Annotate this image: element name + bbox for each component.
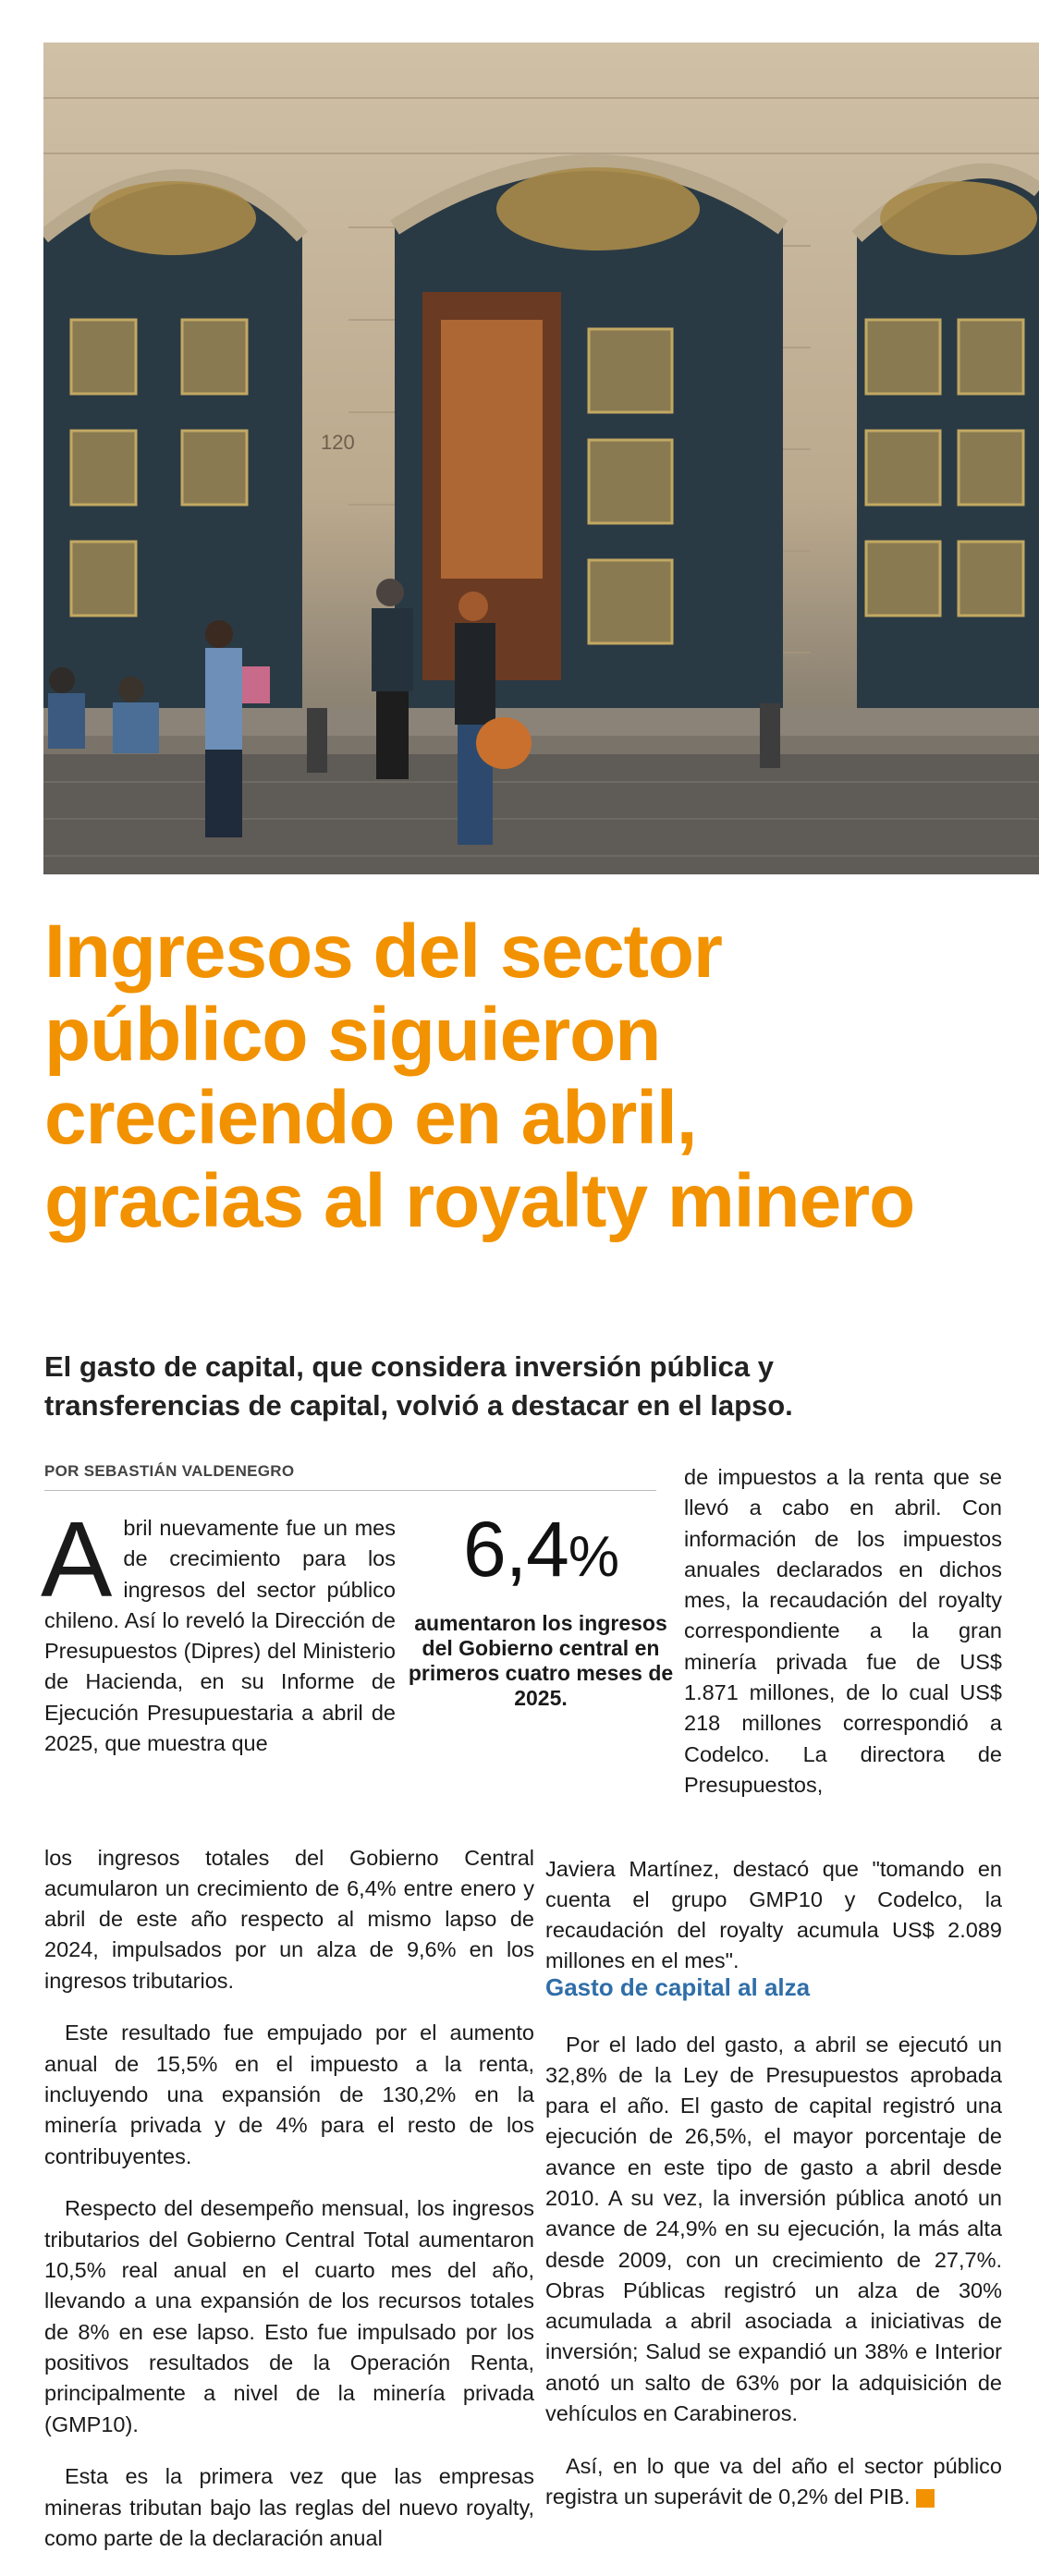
highlight-value-wrap bbox=[407, 1505, 675, 1602]
paragraph: Este resultado fue empujado por el aumento anual de 15,5% en el impuesto a la renta, incluyendo una expansión de 130,2% en la minería privada y de 4% para el resto de los contribuyentes. bbox=[44, 2021, 534, 2168]
drop-cap: A bbox=[41, 1499, 113, 1619]
body-column-left bbox=[44, 1821, 534, 2576]
highlight-value: 6,4 bbox=[463, 1506, 568, 1593]
article-subtitle bbox=[44, 1348, 1006, 1425]
paragraph: Respecto del desempeño mensual, los ingresos tributarios del Gobierno Central Total aumentaron 10,5% real anual en el cuarto mes del año, llevando a una expansión de los recursos totales de 8% en ese lapso. Esto fue impulsado por los positivos resultados de la Operación Renta, principalmente a nivel de la minería privada (GMP10). bbox=[44, 2196, 534, 2436]
paragraph: Esta es la primera vez que las empresas mineras tributan bajo las reglas del nuevo royalty, como parte de la declaración anual bbox=[44, 2464, 534, 2550]
paragraph: los ingresos totales del Gobierno Central acumularon un crecimiento de 6,4% entre enero y abril de este año respecto al mismo lapso de 2024, impulsados por un alza de 9,6% en los ingresos tributarios. bbox=[44, 1845, 534, 1993]
highlight-caption: aumentaron los ingresos del Gobierno central en primeros cuatro meses de 2025. bbox=[408, 1611, 674, 1710]
article-headline bbox=[44, 910, 1015, 1243]
headline-line: Ingresos del sector bbox=[44, 910, 722, 994]
byline: POR SEBASTIÁN VALDENEGRO bbox=[44, 1462, 295, 1480]
lead-paragraph bbox=[41, 1499, 396, 1759]
hero-photo bbox=[43, 43, 1039, 874]
byline-divider bbox=[44, 1490, 656, 1491]
highlight-unit: % bbox=[568, 1525, 618, 1589]
paragraph: Javiera Martínez, destacó que "tomando en cuenta el grupo GMP10 y Codelco, la recaudación del royalty acumula US$ 2.089 millones en el mes". bbox=[545, 1856, 1002, 1973]
lead-text: bril nuevamente fue un mes de crecimiento para los ingresos del sector público chileno. Así lo reveló la Dirección de Presupuestos (Dipres) del Ministerio de Hacienda, en su Informe de Ejecución Presupuestaria a abril de 2025, que muestra que bbox=[44, 1516, 396, 1756]
building-facade-illustration bbox=[43, 43, 1039, 874]
subtitle-line: transferencias de capital, volvió a destacar en el lapso. bbox=[44, 1389, 793, 1422]
headline-line: gracias al royalty minero bbox=[44, 1159, 915, 1243]
headline-line: público siguieron bbox=[44, 993, 661, 1077]
body-column-right-top bbox=[684, 1462, 1002, 1801]
door-number: 120 bbox=[321, 431, 355, 454]
highlight-stat bbox=[407, 1505, 675, 1711]
end-mark-icon: S bbox=[916, 2489, 935, 2508]
closing-text: Así, en lo que va del año el sector público registra un superávit de 0,2% del PIB. bbox=[545, 2453, 1002, 2509]
paragraph: Por el lado del gasto, a abril se ejecutó un 32,8% de la Ley de Presupuestos aprobada para el año. El gasto de capital registró una ejecución de 26,5%, el mayor porcentaje de avance en este tipo de gasto a abril desde 2010. A su vez, la inversión pública anotó un avance de 24,9% en su ejecución, la más alta desde 2009, con un crecimiento de 27,7%. Obras Públicas registró un alza de 30% acumulada a abril asociada a iniciativas de inversión; Salud se expandió un 38% e Interior anotó un salto de 63% por la adquisición de vehículos en Carabineros. bbox=[545, 2032, 1002, 2426]
paragraph: de impuestos a la renta que se llevó a cabo en abril. Con información de los impuestos anuales declarados en dichos mes, la recaudación del royalty correspondiente a la gran minería privada fue de US$ 1.871 millones, de lo cual US$ 218 millones correspondió a Codelco. La directora de Presupuestos, bbox=[684, 1465, 1002, 1797]
body-column-gasto bbox=[545, 2008, 1002, 2534]
section-title: Gasto de capital al alza bbox=[545, 1973, 811, 2001]
headline-line: creciendo en abril, bbox=[44, 1076, 697, 1160]
paragraph bbox=[545, 2451, 1002, 2513]
subtitle-line: El gasto de capital, que considera inversión pública y bbox=[44, 1350, 775, 1383]
